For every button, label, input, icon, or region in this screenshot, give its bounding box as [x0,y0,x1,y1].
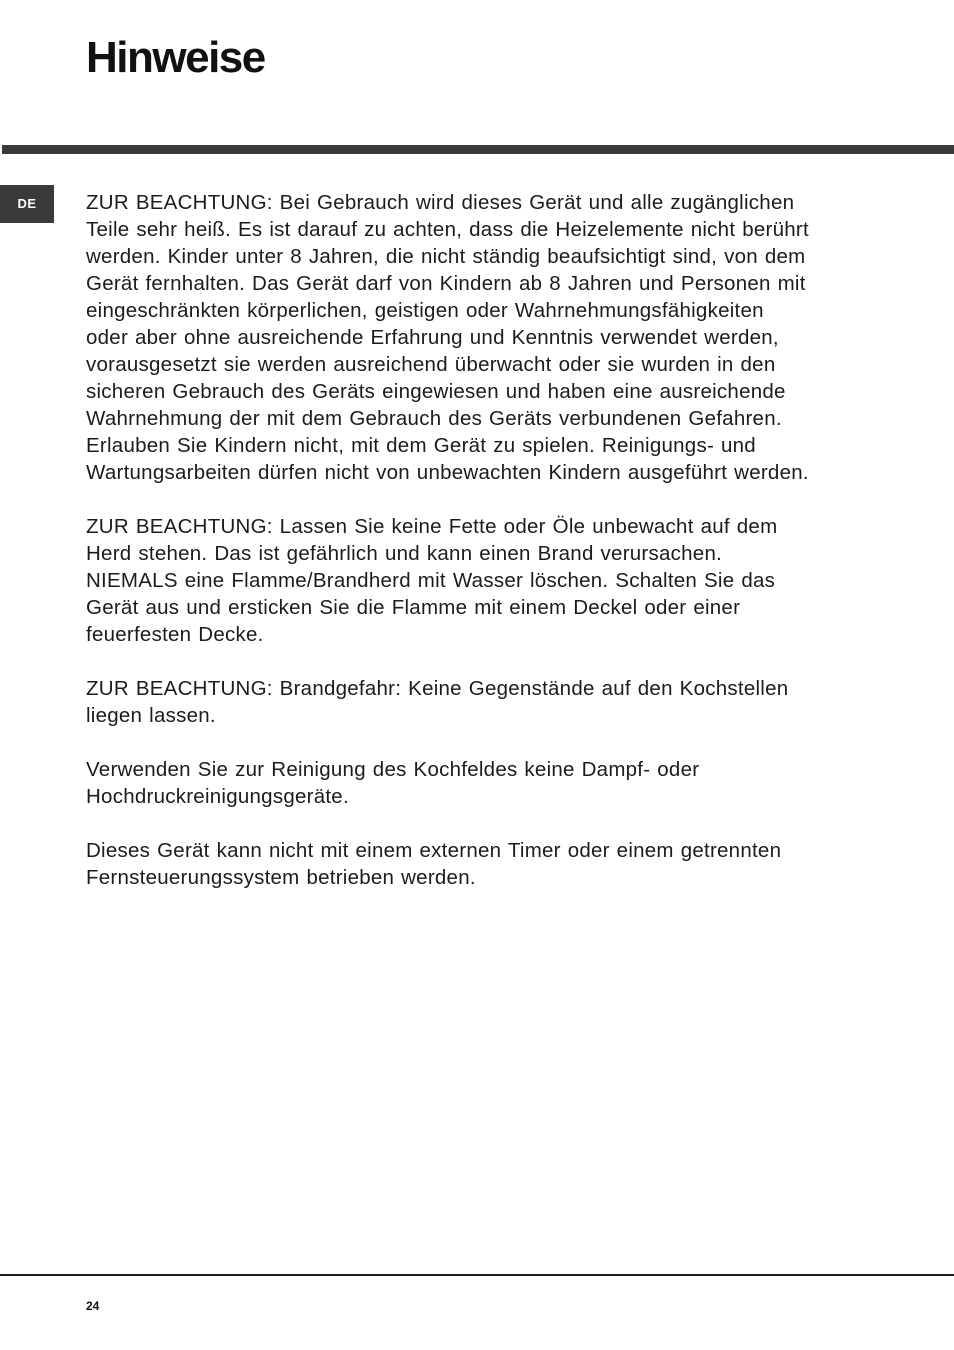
warning-paragraph-fat-oil: ZUR BEACHTUNG: Lassen Sie keine Fette oder Öle unbewacht auf dem Herd stehen. Das ist gefährlich und kann einen Brand verursachen. NIEMALS eine Flamme/Brandherd mit Wasser löschen. Schalten Sie das Gerät aus und ersticken Sie die Flamme mit einem Deckel oder einer feuerfesten Decke. [86,515,778,646]
header-divider [2,145,954,154]
language-tab: DE [0,185,54,223]
warning-paragraph-fire: ZUR BEACHTUNG: Brandgefahr: Keine Gegenstände auf den Kochstellen liegen lassen. [86,677,789,727]
notes-content [86,189,886,918]
timer-paragraph: Dieses Gerät kann nicht mit einem externen Timer oder einem getrennten Fernsteuerungssystem betrieben werden. [86,839,782,889]
warning-paragraph-children: ZUR BEACHTUNG: Bei Gebrauch wird dieses Gerät und alle zugänglichen Teile sehr heiß. Es ist darauf zu achten, dass die Heizelemente nicht berührt werden. Kinder unter 8 Jahren, die nicht ständig beaufsichtigt sind, von dem Gerät fernhalten. Das Gerät darf von Kindern ab 8 Jahren und Personen mit eingeschränkten körperlichen, geistigen oder Wahrnehmungsfähigkeiten oder aber ohne ausreichende Erfahrung und Kenntnis verwendet werden, vorausgesetzt sie werden ausreichend überwacht oder sie wurden in den sicheren Gebrauch des Geräts eingewiesen und haben eine ausreichende Wahrnehmung der mit dem Gebrauch des Geräts verbundenen Gefahren. Erlauben Sie Kindern nicht, mit dem Gerät zu spielen. Reinigungs- und Wartungsarbeiten dürfen nicht von unbewachten Kindern ausgeführt werden. [86,191,809,484]
page-number: 24 [86,1299,100,1313]
footer-divider [0,1274,954,1276]
page-title: Hinweise [86,33,265,82]
cleaning-paragraph: Verwenden Sie zur Reinigung des Kochfeldes keine Dampf- oder Hochdruckreinigungsgeräte. [86,758,700,808]
